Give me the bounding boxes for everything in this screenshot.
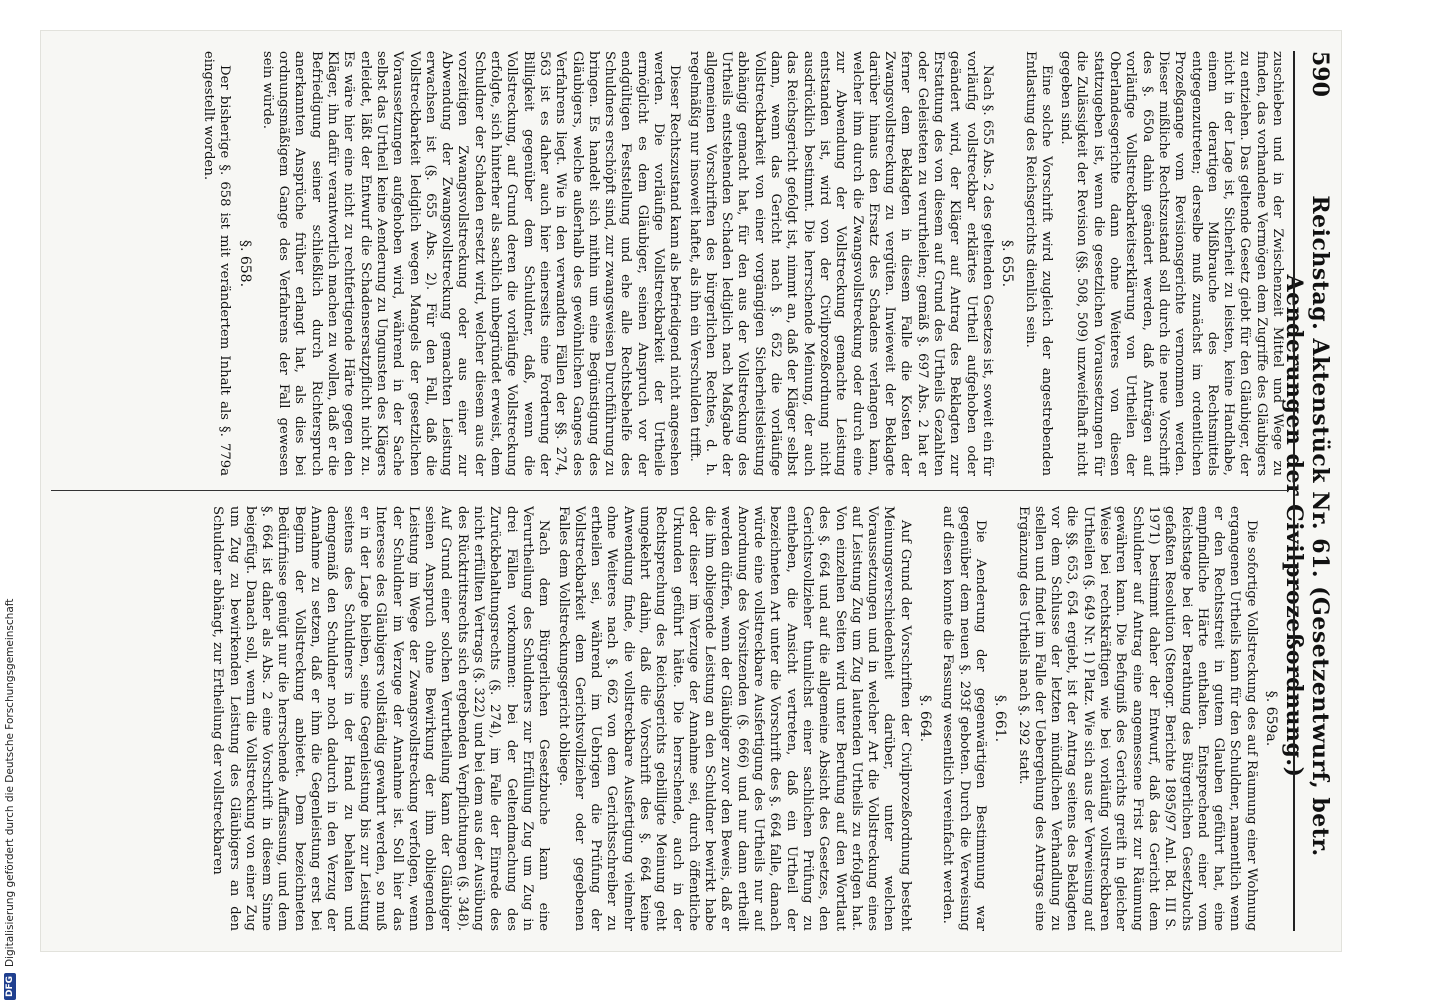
paragraph: Der bisherige §. 658 ist mit verändertem Inhalt als §. 779a eingestellt worden. — [201, 51, 233, 476]
header-rule — [1293, 51, 1295, 931]
page-title: Reichstag. Aktenstück Nr. 61. (Gesetzentwurf, betr. Aenderungen der Civilprozeßordnung.) — [1281, 195, 1333, 857]
digitization-credit — [4, 0, 16, 1000]
section-heading: §. 664. — [917, 694, 934, 743]
paragraph: Die sofortige Vollstreckung des auf Räumung einer Wohnung ergangenen Urtheils kann für den Schuldner, namentlich wenn er den Rechtsstreit in gutem Glauben geführt hat, eine empfindliche Härte enthalten. Entsprechend einer vom Reichstage bei der Berathung des Bürgerlichen Gesetzbuchs gefaßten Resolution (Stenogr. Berichte 1895/97 Anl. Bd. III S. 1971) bestimmt daher der Entwurf, daß das Gericht dem Schuldner auf Antrag eine angemessene Frist zur Räumung gewähren kann. Die Befugniß des Gerichts greift in gleicher Weise bei rechtskräftigen wie bei vorläufig vollstreckbaren Urtheilen (§. 649 Nr. 1) Platz. Wie sich aus der Verweisung auf die §§. 653, 654 ergiebt, ist der Antrag seitens des Beklagten vor dem Schlusse der letzten mündlichen Verhandlung zu stellen und findet im Falle der Uebergehung des Antrags eine Ergänzung des Urtheils nach §. 292 statt. — [1015, 506, 1259, 931]
paragraph: zuschieben und in der Zwischenzeit Mittel und Wege zu finden, das vorhandene Vermögen dem Zugriffe des Gläubigers zu entziehen. Das geltende Gesetz giebt für den Gläubiger, der nicht in der Lage ist, Sicherheit zu leisten, keine Handhabe, einem derartigen Mißbrauche des Rechtsmittels entgegenzutreten; derselbe muß zunächst im ordentlichen Prozeßgange vom Revisionsgerichte vernommen werden. Dieser mißliche Rechtszustand soll durch die neue Vorschrift des §. 650a dahin geändert werden, daß Anträgen auf vorläufige Vollstreckbarkeitserklärung von Urtheilen der Oberlandesgerichte dann ohne Weiteres von diesen stattzugeben ist, wenn die gesetzlichen Voraussetzungen für die Zulässigkeit der Revision (§§. 508, 509) unzweifelhaft nicht gegeben sind. — [1058, 51, 1285, 476]
left-column — [51, 51, 1285, 476]
section-heading: §. 659a. — [1263, 690, 1279, 747]
column-divider — [51, 490, 1289, 491]
paragraph: Eine solche Vorschrift wird zugleich der angestrebenden Entlastung des Reichsgerichts dienlich sein. — [1022, 51, 1054, 476]
right-column — [51, 506, 1285, 931]
section-heading: §. 658. — [236, 239, 253, 288]
dfg-logo: DFG — [4, 973, 16, 1000]
page-header — [1281, 51, 1333, 931]
paragraph: Dieser Rechtszustand kann als befriedigend nicht angesehen werden. Die vorläufige Vollstreckbarkeit der Urtheile ermöglicht es dem Gläubiger, seinen Anspruch vor der endgültigen Feststellung und ehe alle Rechtsbehelfe des Schuldners erschöpft sind, zur zwangsweisen Durchführung zu bringen. Es handelt sich mithin um eine Begünstigung des Gläubigers, welche außerhalb des gewöhnlichen Ganges des Verfahrens liegt. Wie in den verwandten Fällen der §§. 274, 563 ist es daher auch hier einerseits eine Forderung der Billigkeit gegenüber dem Schuldner, daß, wenn die Vollstreckung, auf Grund deren die vorläufige Vollstreckung erfolgte, sich hinterher als sachlich unbegründet erweist, dem Schuldner der Schaden ersetzt wird, welcher diesem aus der vorzeitigen Zwangsvollstreckung oder aus einer zur Abwendung der Zwangsvollstreckung gemachten Leistung erwachsen ist (§. 655 Abs. 2). Für den Fall, daß die Vollstreckbarkeit lediglich wegen Mangels der gesetzlichen Voraussetzungen aufgehoben wird, während in der Sache selbst das Urtheil keine Aenderung zu Ungunsten des Klägers erleidet, läßt der Entwurf die Schadensersatzpflicht nicht zu. Es wäre hier eine nicht zu rechtfertigende Härte gegen den Kläger, ihn dafür verantwortlich machen zu wollen, daß er die Befriedigung seiner schließlich durch Richterspruch anerkannten Ansprüche früher erlangt hat, als dies bei ordnungsmäßigem Gange des Verfahrens der Fall gewesen sein würde. — [259, 51, 683, 476]
rotated-page-content — [41, 31, 1341, 951]
paragraph: Nach §. 655 Abs. 2 des geltenden Gesetzes ist, soweit ein für vorläufig vollstreckbar erklärtes Urtheil aufgehoben oder geändert wird, der Kläger auf Antrag des Beklagten zur Erstattung des von diesem auf Grund des Urtheils Gezahlten oder Geleisteten zu verurtheilen; gemäß §. 697 Abs. 2 hat er ferner dem Beklagten in diesem Falle die Kosten der Zwangsvollstreckung zu vergüten. Inwieweit der Beklagte darüber hinaus den Ersatz des Schadens verlangen kann, welcher ihm durch die Zwangsvollstreckung oder durch eine zur Abwendung der Vollstreckung gemachte Leistung entstanden ist, wird von der Civilprozeßordnung nicht ausdrücklich bestimmt. Die herrschende Meinung, der auch das Reichsgericht gefolgt ist, nimmt an, daß der Kläger selbst dann, wenn das Gericht nach §. 652 die vorläufige Vollstreckbarkeit von einer vorgängigen Sicherheitsleistung abhängig gemacht hat, für den aus der Vollstreckung des Urtheils entstehenden Schaden lediglich nach Maßgabe der allgemeinen Vorschriften des bürgerlichen Rechtes, d. h. regelmäßig nur insoweit haftet, als ihn ein Verschulden trifft. — [686, 51, 995, 476]
paragraph: Die Aenderung der gegenwärtigen Bestimmung war gegenüber dem neuen §. 293f geboten. Durch die Verweisung auf diesen konnte die Fassung wesentlich vereinfacht werden. — [940, 506, 988, 931]
section-heading: §. 661. — [992, 694, 1009, 743]
paragraph: Auf Grund der Vorschriften der Civilprozeßordnung besteht Meinungsverschiedenheit darüber, unter welchen Voraussetzungen und in welcher Art die Vollstreckung eines auf Leistung Zug um Zug lautenden Urtheils zu erfolgen hat. Von einzelnen Seiten wird unter Berufung auf den Wortlaut des §. 664 und auf die allgemeine Absicht des Gesetzes, den Gerichtsvollzieher thunlichst einer sachlichen Prüfung zu entheben, die Ansicht vertreten, daß ein Urtheil der bezeichneten Art unter die Vorschrift des §. 664 falle, danach würde eine vollstreckbare Ausfertigung des Urtheils nur auf Anordnung des Vorsitzenden (§. 666) und nur dann ertheilt werden dürfen, wenn der Gläubiger zuvor den Beweis, daß er die ihm obliegende Leistung an den Schuldner bewirkt habe oder dieser im Verzuge der Annahme sei, durch öffentliche Urkunden geführt hätte. Die herrschende, auch in der Rechtsprechung des Reichsgerichts gebilligte Meinung geht umgekehrt dahin, daß die Vorschrift des §. 664 keine Anwendung finde, die vollstreckbare Ausfertigung vielmehr ohne Weiteres nach §. 662 von dem Gerichtsschreiber zu ertheilen sei, während im Uebrigen die Prüfung der Vollstreckbarkeit dem Gerichtsvollzieher oder gegebenen Falles dem Vollstreckungsgericht obliege. — [555, 506, 913, 931]
page-number: 590 — [1307, 51, 1333, 97]
credit-text: Digitalisierung gefördert durch die Deutsche Forschungsgemeinschaft — [4, 598, 16, 967]
scanned-page — [40, 30, 1342, 952]
section-heading: §. 655. — [999, 239, 1016, 288]
paragraph: Nach dem Bürgerlichen Gesetzbuche kann eine Verurtheilung des Schuldners zur Erfüllung Zug um Zug in drei Fällen vorkommen: bei der Geltendmachung des Zurückbehaltungsrechts (§. 274), im Falle der Einrede des nicht erfüllten Vertrags (§. 322) und bei dem aus der Ausübung des Rücktrittsrechts sich ergebenden Verpflichtungen (§. 348). Auf Grund einer solchen Verurtheilung kann der Gläubiger seinen Anspruch ohne Bewirkung der ihm obliegenden Leistung im Wege der Zwangsvollstreckung verfolgen, wenn der Schuldner im Verzuge der Annahme ist. Soll hier das Interesse des Gläubigers vollständig gewahrt werden, so muß er in der Lage bleiben, seine Gegenleistung bis zur Leistung seitens des Schuldners in der Hand zu behalten und demgemäß den Schuldner noch dadurch in den Verzug der Annahme zu setzen, daß er ihm die Gegenleistung erst bei Beginn der Vollstreckung anbietet. Dem bezeichneten Bedürfnisse genügt nur die herrschende Auffassung, und dem §. 664 ist daher als Abs. 2 eine Vorschrift in diesem Sinne beigefügt. Danach soll, wenn die Vollstreckung von einer Zug um Zug zu bewirkenden Leistung des Gläubigers an den Schuldner abhängt, zur Ertheilung der vollstreckbaren — [210, 506, 552, 931]
